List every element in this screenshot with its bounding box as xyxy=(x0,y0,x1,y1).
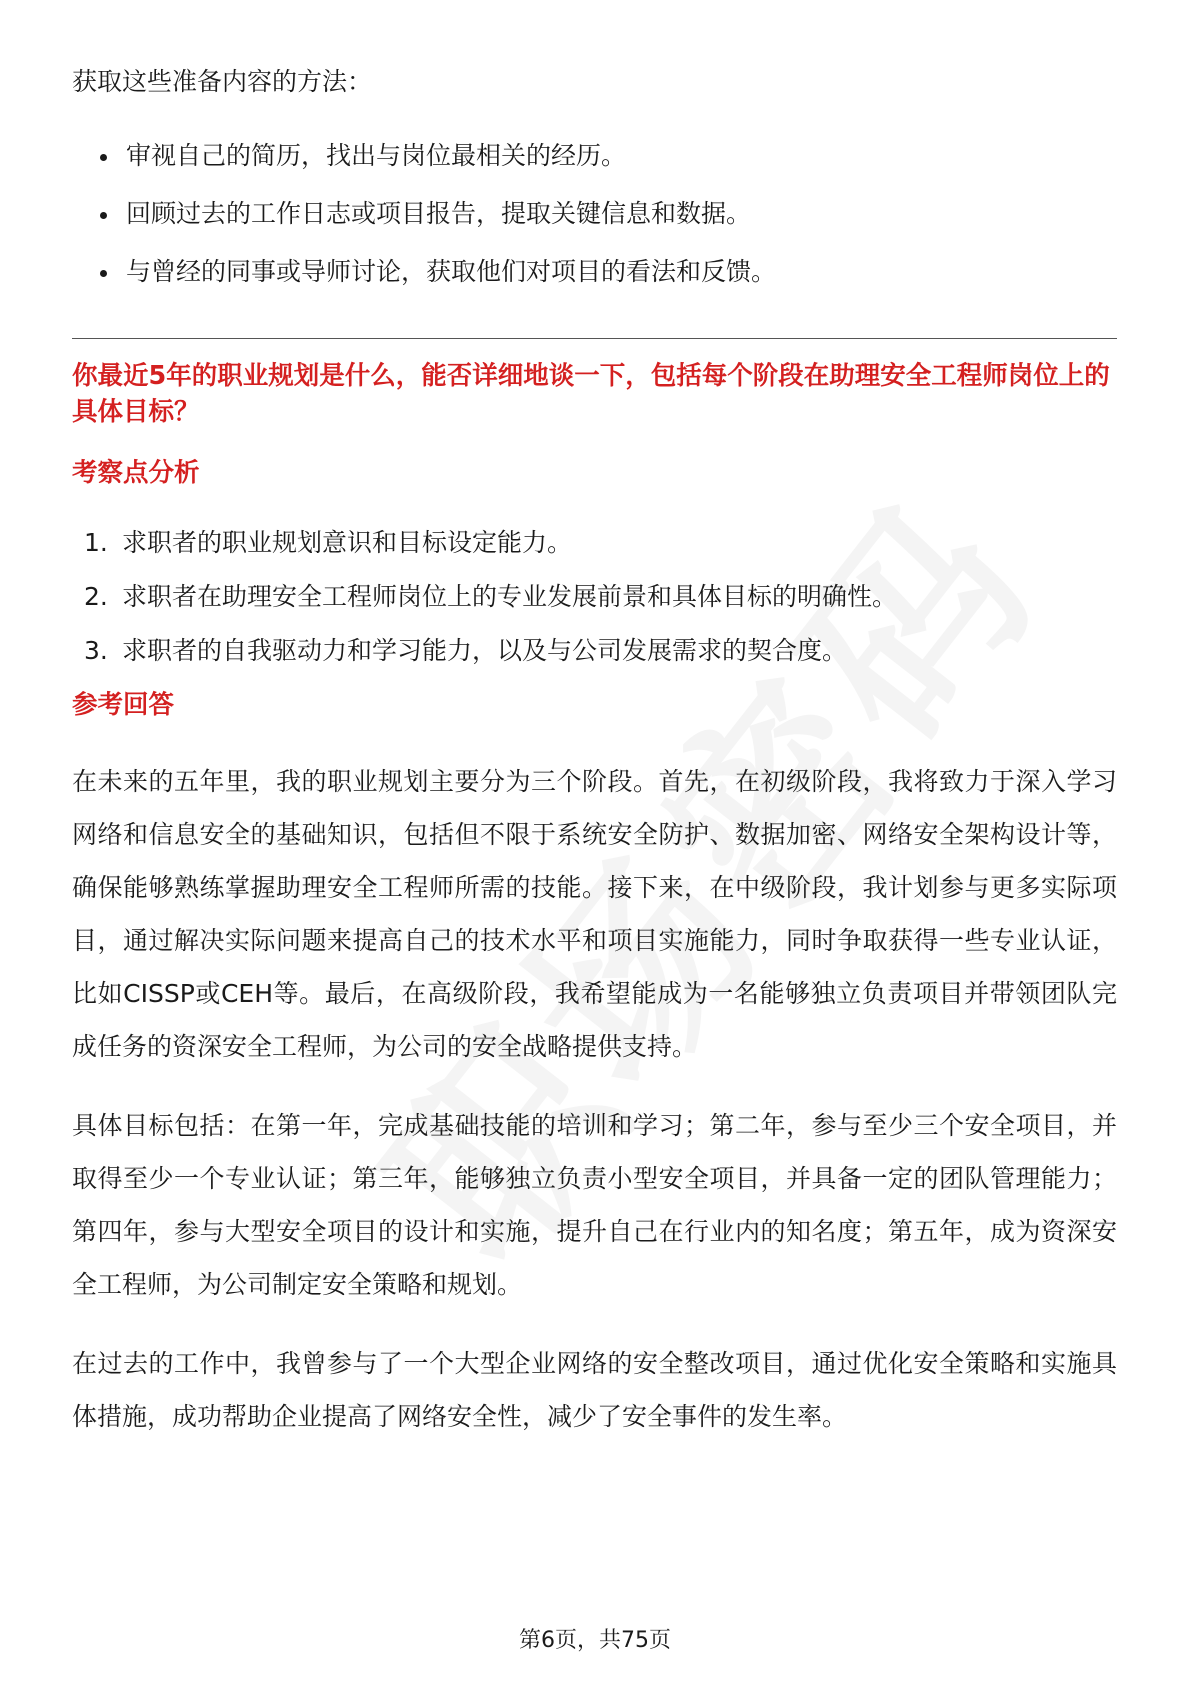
bullet-icon xyxy=(100,212,107,219)
bullet-icon xyxy=(100,154,107,161)
analysis-list xyxy=(72,523,1117,671)
answer-paragraph: 在过去的工作中，我曾参与了一个大型企业网络的安全整改项目，通过优化安全策略和实施具体措施，成功帮助企业提高了网络安全性，减少了安全事件的发生率。 xyxy=(72,1349,1117,1431)
document-content xyxy=(72,62,1117,1443)
list-item xyxy=(72,631,1117,671)
list-item-text: 求职者的自我驱动力和学习能力，以及与公司发展需求的契合度。 xyxy=(122,636,848,665)
list-item xyxy=(72,136,1117,176)
list-item-text: 审视自己的简历，找出与岗位最相关的经历。 xyxy=(126,141,627,170)
list-item xyxy=(72,577,1117,617)
answer-heading: 参考回答 xyxy=(72,690,175,720)
bullet-icon xyxy=(100,270,107,277)
answer-paragraph: 在未来的五年里，我的职业规划主要分为三个阶段。首先，在初级阶段，我将致力于深入学习网络和信息安全的基础知识，包括但不限于系统安全防护、数据加密、网络安全架构设计等，确保能够熟练掌握助理安全工程师所需的技能。接下来，在中级阶段，我计划参与更多实际项目，通过解决实际问题来提高自己的技术水平和项目实施能力，同时争取获得一些专业认证，比如CISSP或CEH等。最后，在高级阶段，我希望能成为一名能够独立负责项目并带领团队完成任务的资深安全工程师，为公司的安全战略提供支持。 xyxy=(72,767,1117,1061)
list-number: 1. xyxy=(84,528,108,557)
intro-text: 获取这些准备内容的方法： xyxy=(72,67,373,96)
list-item-text: 与曾经的同事或导师讨论，获取他们对项目的看法和反馈。 xyxy=(126,257,777,286)
page-number: 第6页，共75页 xyxy=(519,1628,671,1653)
list-number: 3. xyxy=(84,636,108,665)
answer-paragraph: 具体目标包括：在第一年，完成基础技能的培训和学习；第二年，参与至少三个安全项目，并取得至少一个专业认证；第三年，能够独立负责小型安全项目，并具备一定的团队管理能力；第四年，参与大型安全项目的设计和实施，提升自己在行业内的知名度；第五年，成为资深安全工程师，为公司制定安全策略和规划。 xyxy=(72,1111,1117,1299)
list-item-text: 求职者在助理安全工程师岗位上的专业发展前景和具体目标的明确性。 xyxy=(122,582,898,611)
list-item-text: 求职者的职业规划意识和目标设定能力。 xyxy=(122,528,573,557)
list-item-text: 回顾过去的工作日志或项目报告，提取关键信息和数据。 xyxy=(126,199,752,228)
list-item xyxy=(72,194,1117,234)
methods-list xyxy=(72,136,1117,292)
list-item xyxy=(72,523,1117,563)
list-number: 2. xyxy=(84,582,108,611)
analysis-heading: 考察点分析 xyxy=(72,458,200,488)
list-item xyxy=(72,252,1117,292)
interview-question: 你最近5年的职业规划是什么，能否详细地谈一下，包括每个阶段在助理安全工程师岗位上的具体目标？ xyxy=(72,361,1110,427)
section-divider xyxy=(72,338,1117,339)
